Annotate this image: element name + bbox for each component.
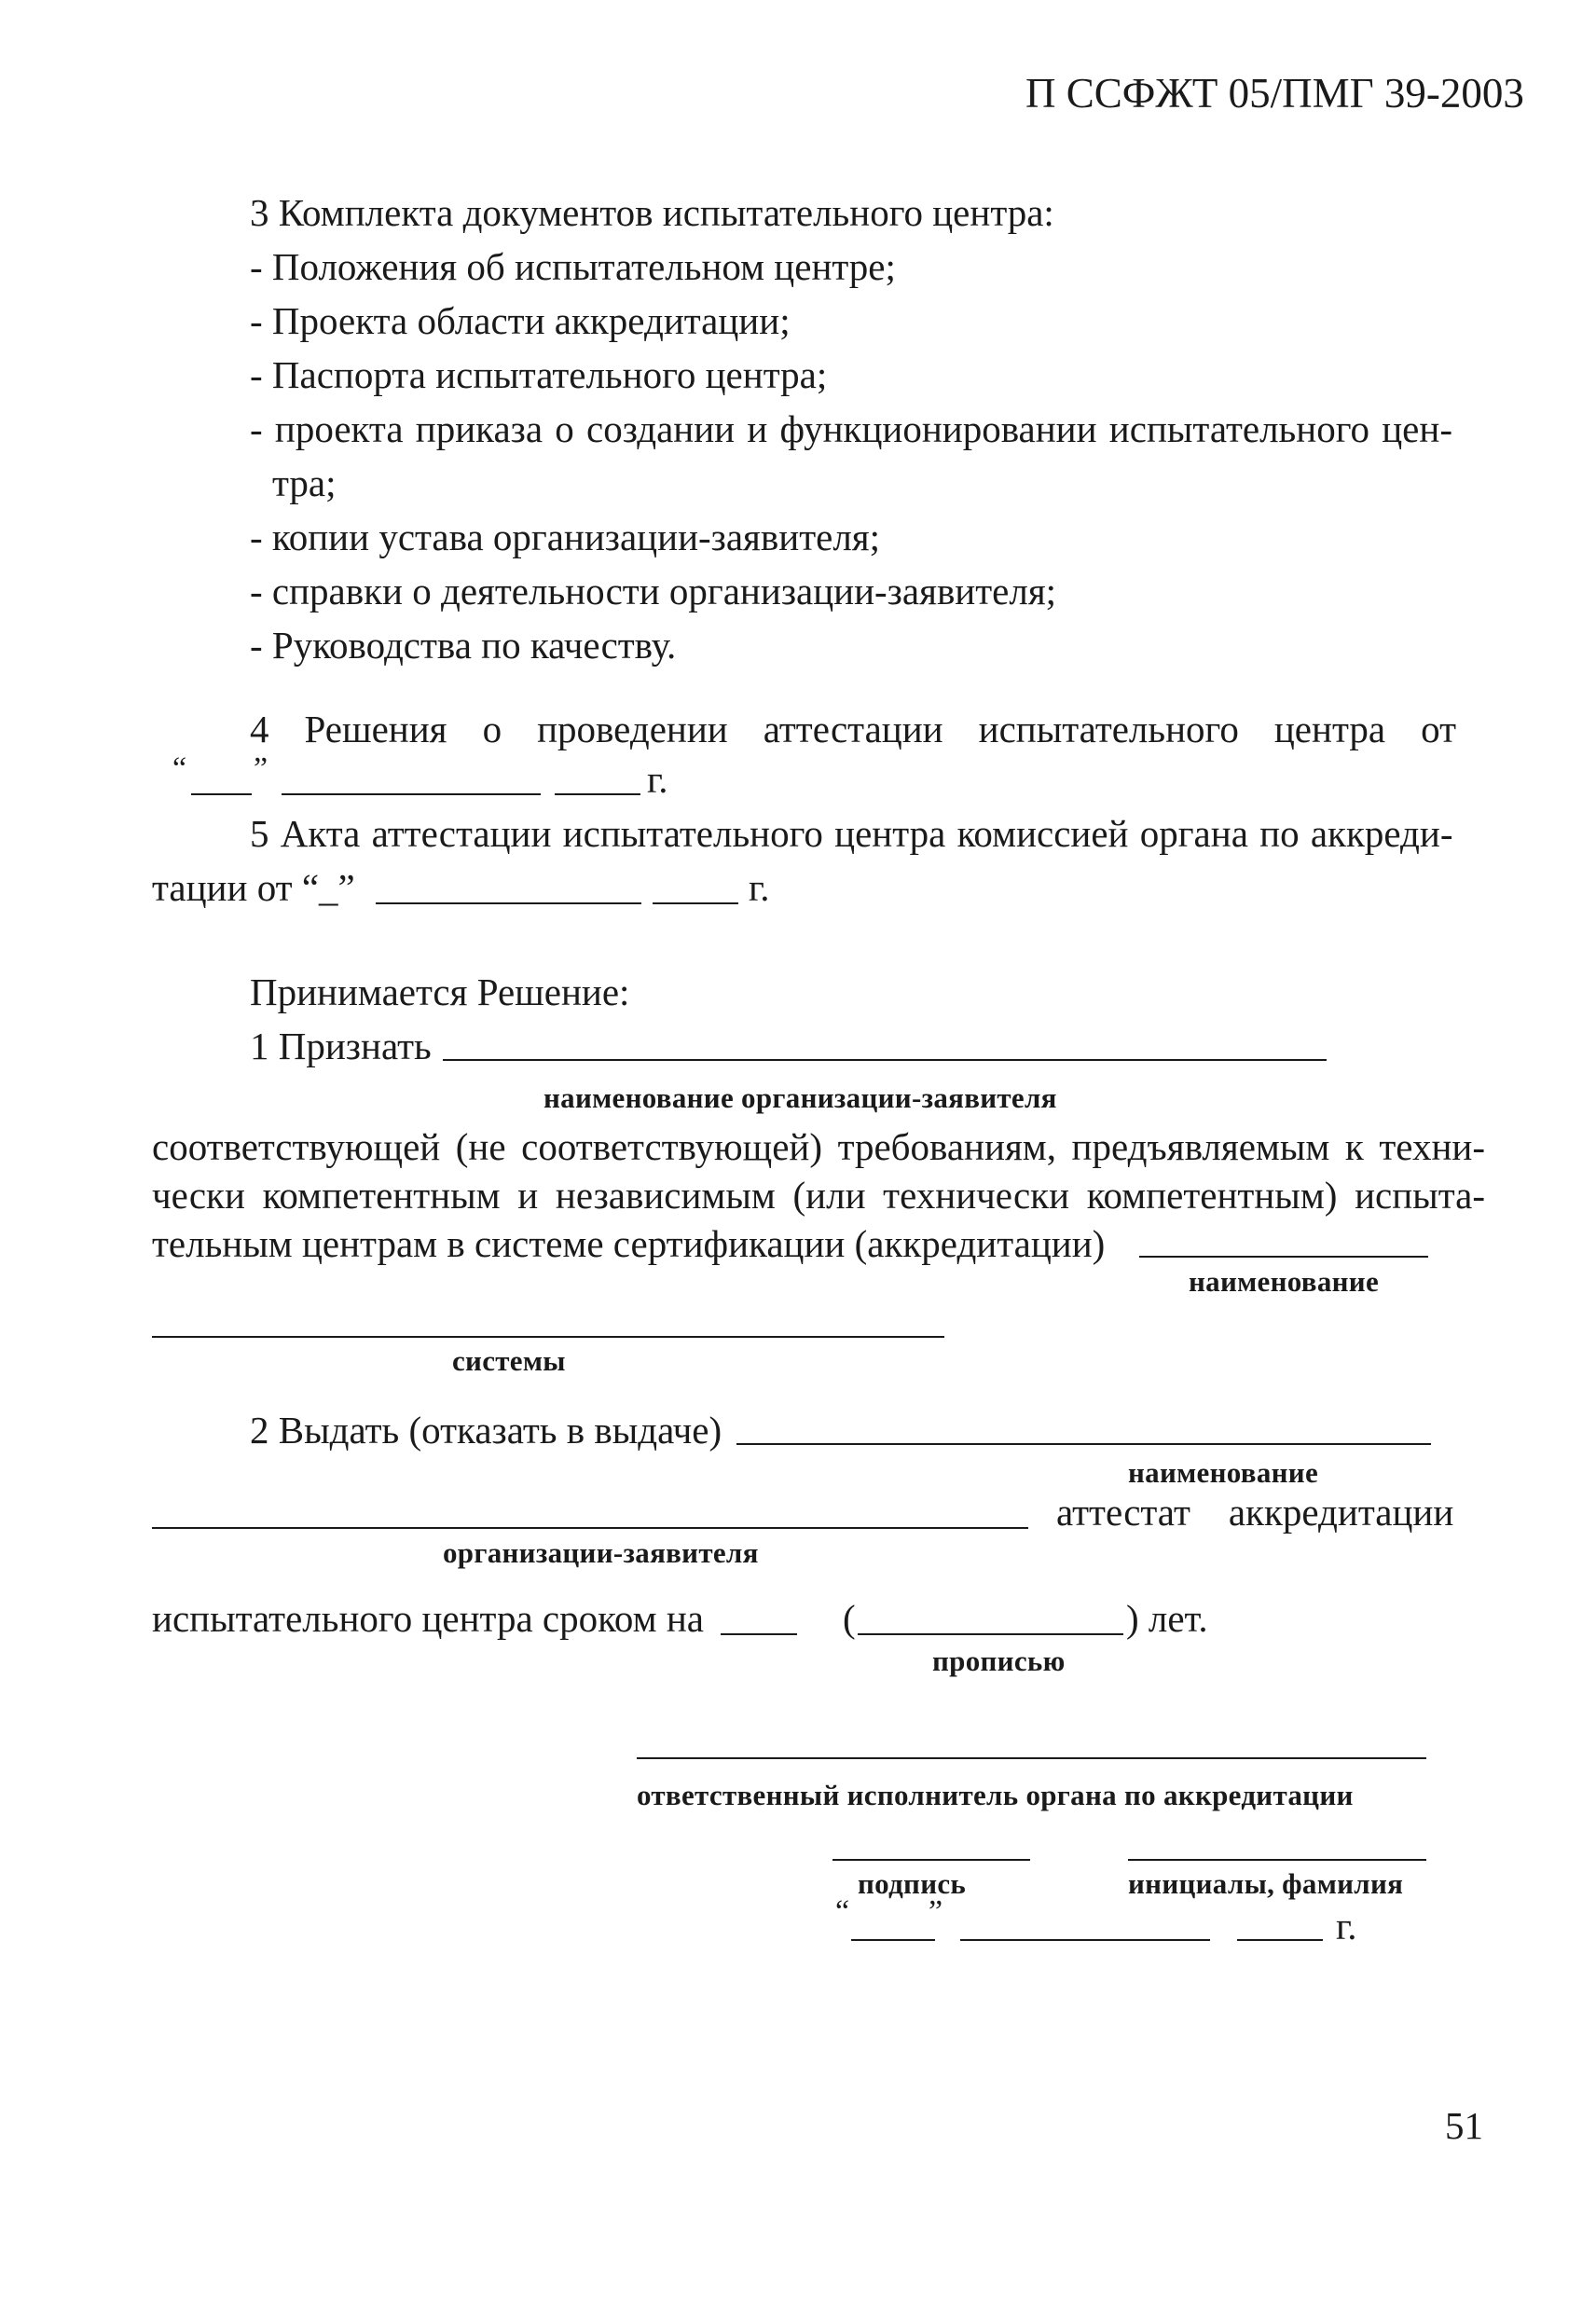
caption-words: прописью <box>932 1645 1066 1677</box>
list-item: - справки о деятельности организации-заявителя; <box>250 570 1057 612</box>
system-name-continuation-line <box>152 1336 944 1338</box>
responsible-blank-line <box>637 1757 1426 1759</box>
year-blank-line <box>555 793 640 795</box>
year-blank-line <box>653 902 738 904</box>
item-2-label: 2 Выдать (отказать в выдаче) <box>250 1409 722 1452</box>
list-item: - Руководства по качеству. <box>250 624 677 667</box>
term-number-blank-line <box>721 1633 797 1635</box>
section-3-title: 3 Комплекта документов испытательного центра: <box>250 191 1054 234</box>
caption-name: наименование <box>1128 1456 1319 1489</box>
month-blank-line <box>376 902 641 904</box>
org-name-continuation-line <box>152 1527 1028 1529</box>
document-code-header: П ССФЖТ 05/ПМГ 39-2003 <box>1025 70 1524 117</box>
caption-signature: подпись <box>858 1867 967 1900</box>
org-name-blank-line <box>736 1443 1431 1445</box>
org-name-blank-line <box>443 1059 1327 1061</box>
caption-system: системы <box>452 1344 566 1377</box>
section-5-line-2: тации от “_” <box>152 866 355 909</box>
decision-paragraph-line-1: соответствующей (не соответствующей) требованиям, предъявляемым к техни- <box>152 1125 1485 1168</box>
item-1-label: 1 Признать <box>250 1025 432 1067</box>
caption-org-name: наименование организации-заявителя <box>543 1081 1057 1114</box>
close-quote: ” <box>254 751 268 786</box>
open-paren: ( <box>843 1597 856 1640</box>
section-4-text: 4 Решения о проведении аттестации испытательного центра от <box>250 708 1456 750</box>
list-item: - копии устава организации-заявителя; <box>250 516 881 558</box>
month-blank-line <box>960 1939 1210 1941</box>
day-blank-line <box>191 793 252 795</box>
year-suffix: г. <box>647 758 668 801</box>
signature-blank-line <box>832 1859 1030 1861</box>
open-quote: “ <box>172 751 187 786</box>
list-item: - проекта приказа о создании и функционировании испытательного цен- <box>250 407 1452 450</box>
list-item-continuation: тра; <box>272 461 337 504</box>
list-item: - Проекта области аккредитации; <box>250 299 791 342</box>
attestat-text: аттестат аккредитации <box>1056 1491 1454 1534</box>
year-suffix: г. <box>1336 1905 1357 1947</box>
caption-initials: инициалы, фамилия <box>1128 1867 1404 1900</box>
decision-heading: Принимается Решение: <box>250 970 630 1013</box>
page-number: 51 <box>1445 2104 1483 2147</box>
section-5-line-1: 5 Акта аттестации испытательного центра комиссией органа по аккреди- <box>250 812 1453 855</box>
close-quote: ” <box>929 1894 943 1929</box>
caption-responsible: ответственный исполнитель органа по аккредитации <box>637 1779 1354 1811</box>
month-blank-line <box>282 793 541 795</box>
term-suffix: ) лет. <box>1126 1597 1208 1640</box>
term-words-blank-line <box>858 1633 1123 1635</box>
decision-paragraph-line-3: тельным центрам в системе сертификации (аккредитации) <box>152 1222 1106 1265</box>
year-suffix: г. <box>749 866 770 909</box>
open-quote: “ <box>835 1894 850 1929</box>
system-name-blank-line <box>1139 1256 1428 1258</box>
decision-paragraph-line-2: чески компетентным и независимым (или технически компетентным) испыта- <box>152 1174 1485 1217</box>
term-text: испытательного центра сроком на <box>152 1597 704 1640</box>
list-item: - Паспорта испытательного центра; <box>250 353 828 396</box>
caption-name: наименование <box>1189 1265 1380 1298</box>
initials-blank-line <box>1128 1859 1426 1861</box>
list-item: - Положения об испытательном центре; <box>250 245 896 288</box>
day-blank-line <box>851 1939 935 1941</box>
year-blank-line <box>1237 1939 1323 1941</box>
caption-org: организации-заявителя <box>443 1536 759 1569</box>
